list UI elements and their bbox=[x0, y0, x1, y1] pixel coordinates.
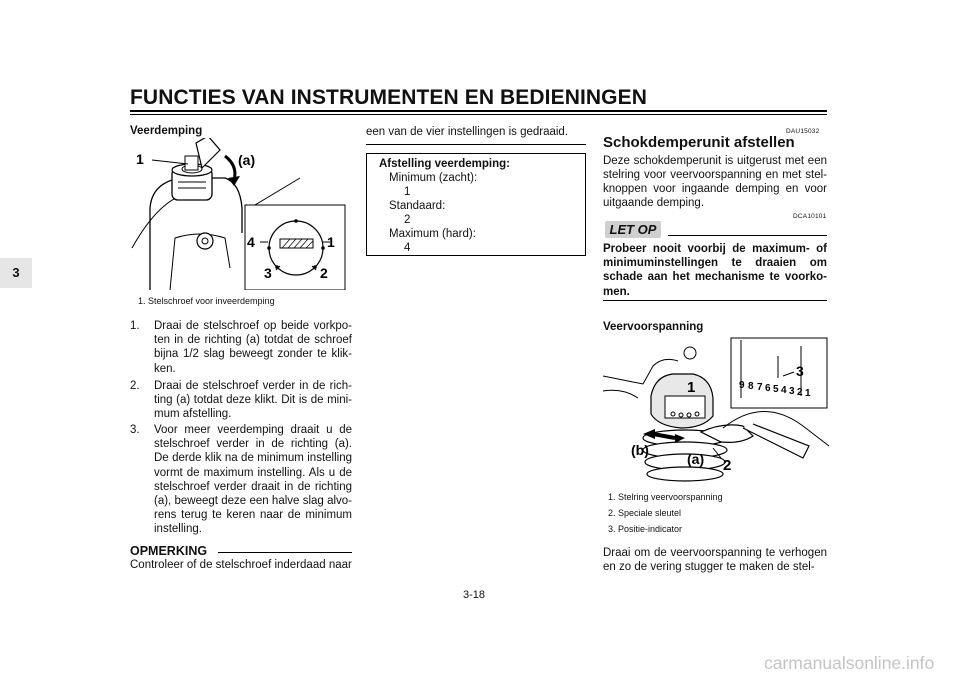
figure-label-4: 4 bbox=[247, 234, 255, 250]
scale-mark: 1 bbox=[805, 388, 811, 399]
std-label: Standaard: bbox=[389, 200, 446, 212]
scale-mark: 4 bbox=[781, 385, 787, 396]
scale-mark: 9 bbox=[739, 380, 745, 391]
note-rule bbox=[218, 552, 352, 553]
max-label: Maximum (hard): bbox=[389, 228, 476, 240]
section-title-shock: Schokdemperunit afstellen bbox=[603, 134, 795, 151]
figure-label-a: (a) bbox=[238, 152, 256, 168]
page-title: FUNCTIES VAN INSTRUMENTEN EN BEDIENINGEN bbox=[130, 86, 647, 109]
settings-box-heading: Afstelling veerdemping: bbox=[379, 158, 510, 170]
note-heading: OPMERKING bbox=[130, 544, 208, 558]
min-value: 1 bbox=[404, 186, 411, 198]
figure-label-a2: (a) bbox=[687, 451, 705, 467]
figure-label-3: 3 bbox=[264, 265, 272, 281]
scale-mark: 3 bbox=[789, 386, 795, 397]
max-value: 4 bbox=[404, 242, 411, 254]
chapter-tab[interactable]: 3 bbox=[0, 258, 32, 288]
min-label: Minimum (zacht): bbox=[389, 172, 478, 184]
scale-mark: 7 bbox=[757, 382, 763, 393]
caution-text: Probeer nooit voorbij de maximum- of minimuminstellingen te draaien om schade aan het mechanisme te voorko-men. bbox=[603, 243, 827, 298]
settings-box bbox=[366, 153, 586, 256]
figure-label-1-inset: 1 bbox=[327, 234, 335, 250]
page-number: 3-18 bbox=[463, 589, 486, 601]
scale-mark: 6 bbox=[765, 383, 771, 394]
title-rule-thin bbox=[130, 114, 827, 115]
figure-label-b: (b) bbox=[631, 442, 649, 458]
caution-badge: LET OP bbox=[605, 221, 661, 238]
figure-caption-wrench: 2. Speciale sleutel bbox=[608, 508, 682, 518]
caution-code: DCA10101 bbox=[793, 213, 827, 220]
intro-rule bbox=[366, 144, 586, 145]
caution-rule-top bbox=[668, 235, 827, 236]
list-item: 1. Draai de stelschroef op beide vorkpo-ten in de richting (a) totdat de schroef bijna 1/2 slag beweegt zonder te klik-ken. bbox=[130, 320, 352, 375]
preload-text: Draai om de veervoorspanning te verhogen en zo de vering stugger te maken de stel- bbox=[603, 547, 827, 573]
figure-label-ring: 1 bbox=[687, 379, 696, 396]
intro-text: een van de vier instellingen is gedraaid. bbox=[366, 126, 569, 138]
figure-label-2: 2 bbox=[320, 265, 328, 281]
list-item: 3. Voor meer veerdemping draait u de stelschroef verder in de richting (a). De derde klik na de minimum instelling vormt de maximum instelling. Als u de stelschroef verder draait in de richting (a), beweegt deze een halve slag alvo-rens terug te keren naar de minimum instelling. bbox=[130, 424, 352, 536]
figure-label-1: 1 bbox=[136, 151, 144, 167]
figure-caption-indicator: 3. Positie-indicator bbox=[608, 524, 683, 534]
figure-label-wrench: 2 bbox=[723, 457, 732, 474]
shock-intro: Deze schokdemperunit is uitgerust met een stelring voor veervoorspanning en met stel-knoppen voor ingaande demping en voor uitgaande demping. bbox=[603, 155, 827, 209]
section-code: DAU15032 bbox=[786, 128, 820, 135]
section-heading-damping: Veerdemping bbox=[130, 125, 203, 137]
damping-adjuster-figure bbox=[130, 138, 356, 290]
caution-rule-bottom bbox=[603, 300, 827, 301]
note-text: Controleer of de stelschroef inderdaad naar bbox=[130, 559, 352, 571]
watermark[interactable]: carmanualsonline.info bbox=[764, 653, 935, 673]
figure-label-indicator: 3 bbox=[796, 363, 804, 379]
figure-caption-1: 1. Stelschroef voor inveerdemping bbox=[138, 296, 275, 306]
scale-mark: 8 bbox=[748, 381, 754, 392]
scale-mark: 5 bbox=[773, 384, 779, 395]
preload-adjuster-figure bbox=[603, 336, 829, 486]
std-value: 2 bbox=[404, 214, 411, 226]
section-heading-preload: Veervoorspanning bbox=[603, 321, 704, 333]
damping-steps bbox=[130, 319, 352, 539]
list-item: 2. Draai de stelschroef verder in de rich-ting (a) totdat deze klikt. Dit is de mini-mum afstelling. bbox=[130, 380, 352, 421]
scale-mark: 2 bbox=[797, 387, 803, 398]
figure-caption-ring: 1. Stelring veervoorspanning bbox=[608, 492, 723, 502]
title-rule bbox=[130, 110, 827, 112]
